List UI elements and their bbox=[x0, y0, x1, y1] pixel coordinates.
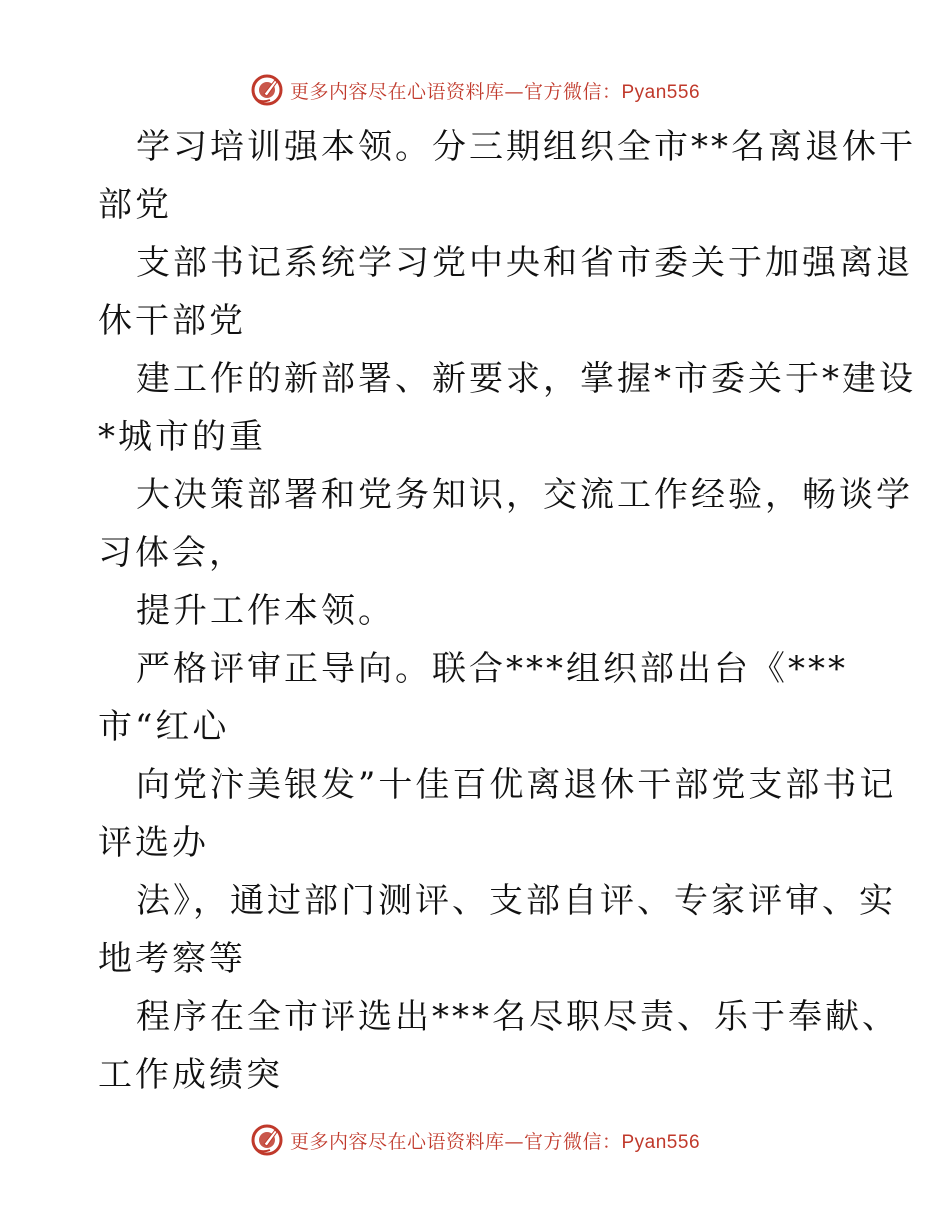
text-line: 学习培训强本领。分三期组织全市**名离退休干 bbox=[136, 127, 916, 167]
text-line: 大决策部署和党务知识，交流工作经验，畅谈学 bbox=[136, 475, 913, 515]
text-line: 评选办 bbox=[98, 823, 209, 863]
footer-watermark-text bbox=[290, 1127, 700, 1154]
pen-nib-circle-logo-icon bbox=[250, 73, 284, 107]
text-line: 地考察等 bbox=[98, 939, 246, 979]
header-wechat-account: Pyan556 bbox=[621, 81, 701, 103]
text-line: 市“红心 bbox=[98, 707, 230, 747]
text-line: 工作成绩突 bbox=[98, 1055, 283, 1095]
text-line: 严格评审正导向。联合***组织部出台《*** bbox=[136, 649, 848, 689]
text-line: 习体会， bbox=[98, 533, 246, 573]
header-watermark bbox=[0, 70, 950, 110]
text-line: 程序在全市评选出***名尽职尽责、乐于奉献、 bbox=[136, 997, 899, 1037]
text-line: 部党 bbox=[98, 185, 172, 225]
text-line: 向党汴美银发”十佳百优离退休干部党支部书记 bbox=[136, 765, 897, 805]
document-body bbox=[98, 118, 916, 1104]
text-line: 建工作的新部署、新要求，掌握*市委关于*建设 bbox=[136, 359, 916, 399]
text-line: 法》，通过部门测评、支部自评、专家评审、实 bbox=[136, 881, 896, 921]
text-line: 支部书记系统学习党中央和省市委关于加强离退 bbox=[136, 243, 913, 283]
text-line: *城市的重 bbox=[98, 417, 266, 457]
footer-watermark bbox=[0, 1120, 950, 1160]
footer-wechat-account: Pyan556 bbox=[621, 1131, 701, 1153]
text-line: 休干部党 bbox=[98, 301, 246, 341]
header-watermark-text bbox=[290, 77, 700, 104]
header-watermark-label: 更多内容尽在心语资料库—官方微信： bbox=[289, 80, 622, 103]
footer-watermark-label: 更多内容尽在心语资料库—官方微信： bbox=[289, 1130, 622, 1153]
text-line: 提升工作本领。 bbox=[136, 591, 395, 631]
pen-nib-circle-logo-icon bbox=[250, 1123, 284, 1157]
